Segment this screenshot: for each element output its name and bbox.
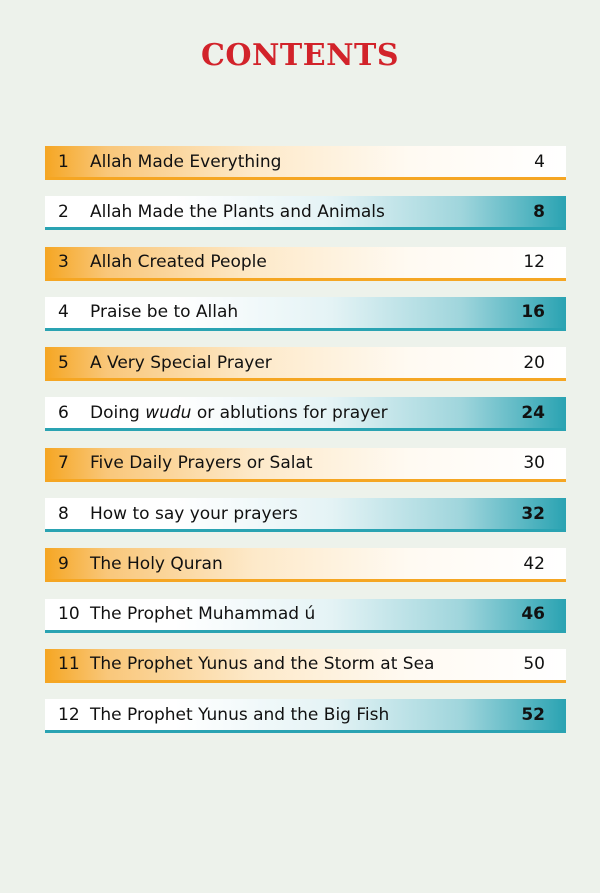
chapter-title-part: or ablutions for prayer xyxy=(191,402,388,423)
chapter-number: 2 xyxy=(58,201,69,222)
chapter-title: The Prophet Muhammad ú xyxy=(90,604,316,625)
chapter-title: How to say your prayers xyxy=(90,503,298,524)
chapter-title-part: Doing xyxy=(90,402,146,423)
chapter-title xyxy=(90,403,506,423)
page-number: 30 xyxy=(523,453,545,474)
chapter-title: The Prophet Yunus and the Storm at Sea xyxy=(90,654,435,675)
chapter-title: A Very Special Prayer xyxy=(90,352,272,373)
chapter-title: Allah Made the Plants and Animals xyxy=(90,201,385,222)
chapter-number: 11 xyxy=(58,654,80,675)
chapter-number: 8 xyxy=(58,503,69,524)
toc-entry-2[interactable] xyxy=(45,196,566,230)
toc-entry-1[interactable] xyxy=(45,146,566,180)
toc-entry-5[interactable] xyxy=(45,347,566,381)
page-number: 32 xyxy=(521,503,545,524)
toc-entry-3[interactable] xyxy=(45,247,566,281)
page-number: 46 xyxy=(521,604,545,625)
chapter-number: 3 xyxy=(58,252,69,273)
table-of-contents xyxy=(45,146,566,750)
toc-entry-11[interactable] xyxy=(45,649,566,683)
chapter-number: 7 xyxy=(58,453,69,474)
chapter-number: 6 xyxy=(58,402,69,423)
page-number: 8 xyxy=(533,201,545,222)
toc-entry-9[interactable] xyxy=(45,548,566,582)
page-number: 12 xyxy=(523,252,545,273)
chapter-number: 9 xyxy=(58,553,69,574)
page-number: 42 xyxy=(523,553,545,574)
toc-entry-8[interactable] xyxy=(45,498,566,532)
page-number: 20 xyxy=(523,352,545,373)
page-number: 52 xyxy=(521,704,545,725)
toc-entry-4[interactable] xyxy=(45,297,566,331)
chapter-title-italic: wudu xyxy=(145,402,192,423)
chapter-title: The Holy Quran xyxy=(90,553,223,574)
chapter-title: The Prophet Yunus and the Big Fish xyxy=(90,704,390,725)
page-title: CONTENTS xyxy=(200,38,400,73)
chapter-title: Allah Created People xyxy=(90,252,267,273)
page-number: 50 xyxy=(523,654,545,675)
toc-entry-10[interactable] xyxy=(45,599,566,633)
toc-entry-7[interactable] xyxy=(45,448,566,482)
chapter-number: 1 xyxy=(58,151,69,172)
page-number: 4 xyxy=(534,151,545,172)
chapter-title: Allah Made Everything xyxy=(90,151,282,172)
chapter-number: 5 xyxy=(58,352,69,373)
toc-entry-12[interactable] xyxy=(45,699,566,733)
toc-entry-6[interactable] xyxy=(45,397,566,431)
chapter-title: Five Daily Prayers or Salat xyxy=(90,453,313,474)
chapter-number: 10 xyxy=(58,604,80,625)
chapter-title: Praise be to Allah xyxy=(90,302,239,323)
chapter-number: 12 xyxy=(58,704,80,725)
page-number: 16 xyxy=(521,302,545,323)
page-number: 24 xyxy=(521,402,545,423)
chapter-number: 4 xyxy=(58,302,69,323)
